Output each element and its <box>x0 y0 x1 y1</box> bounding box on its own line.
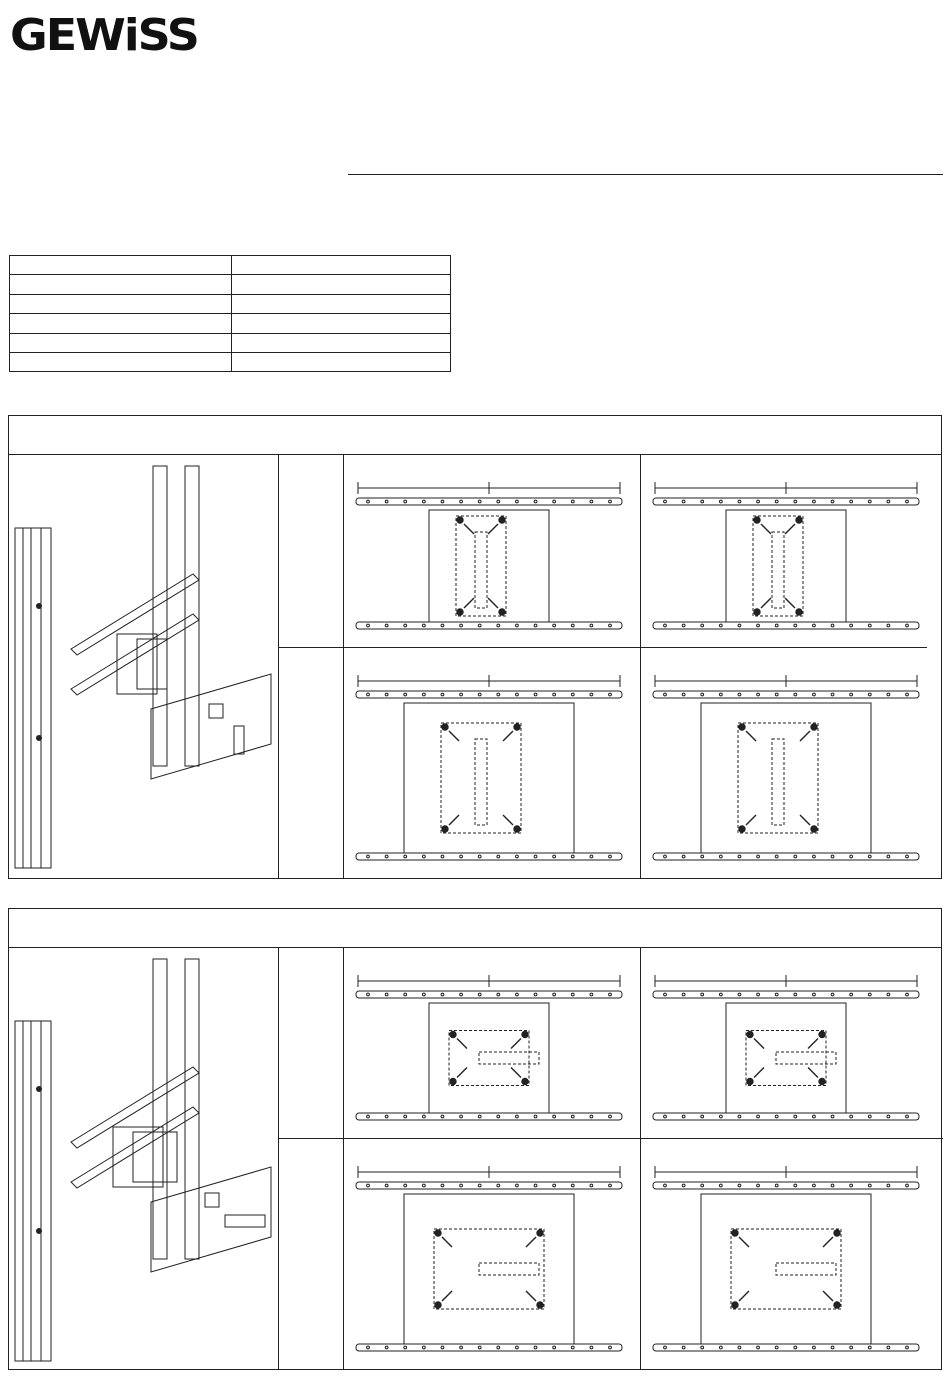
table-cell <box>232 275 451 294</box>
assembly-illustration <box>9 454 277 874</box>
table-cell <box>10 275 232 294</box>
row-label-cell <box>279 454 344 879</box>
table-cell <box>232 256 451 275</box>
mounting-plate-diagram <box>344 454 634 644</box>
mounting-diagram-cell <box>344 947 641 1138</box>
table-row <box>10 333 451 352</box>
table-cell <box>10 314 232 333</box>
table-row <box>10 294 451 313</box>
table-cell <box>10 352 232 371</box>
mounting-plate-diagram <box>641 1138 931 1366</box>
mounting-diagram-cell <box>641 647 941 879</box>
table-cell <box>232 352 451 371</box>
mounting-diagram-cell <box>641 1138 941 1370</box>
mounting-diagram-cell <box>641 947 941 1138</box>
mounting-diagram-cell <box>344 454 641 647</box>
mounting-plate-diagram <box>641 947 931 1135</box>
mounting-diagram-cell <box>344 1138 641 1370</box>
assembly-illustration <box>9 947 277 1367</box>
table-cell <box>10 256 232 275</box>
mounting-plate-diagram <box>344 1138 634 1366</box>
spec-table <box>9 255 451 372</box>
mounting-plate-diagram <box>344 947 634 1135</box>
table-cell <box>232 333 451 352</box>
panel-header <box>9 909 941 948</box>
panel-header <box>9 416 941 455</box>
table-row <box>10 256 451 275</box>
table-cell <box>10 294 232 313</box>
gewiss-logo <box>10 12 230 56</box>
instruction-panel-1 <box>8 415 942 879</box>
row-label-cell <box>279 947 344 1370</box>
mounting-diagram-cell <box>641 454 941 647</box>
table-cell <box>232 294 451 313</box>
mounting-plate-diagram <box>641 454 931 644</box>
table-row <box>10 275 451 294</box>
table-cell <box>10 333 232 352</box>
assembly-illustration-cell <box>9 454 279 879</box>
assembly-illustration-cell <box>9 947 279 1370</box>
mounting-plate-diagram <box>344 647 634 875</box>
instruction-panel-2 <box>8 908 942 1370</box>
header-rule <box>348 174 943 175</box>
mounting-plate-diagram <box>641 647 931 875</box>
mounting-diagram-cell <box>344 647 641 879</box>
table-row <box>10 352 451 371</box>
svg-text:GEWiSS: GEWiSS <box>10 12 198 56</box>
table-cell <box>232 314 451 333</box>
table-row <box>10 314 451 333</box>
